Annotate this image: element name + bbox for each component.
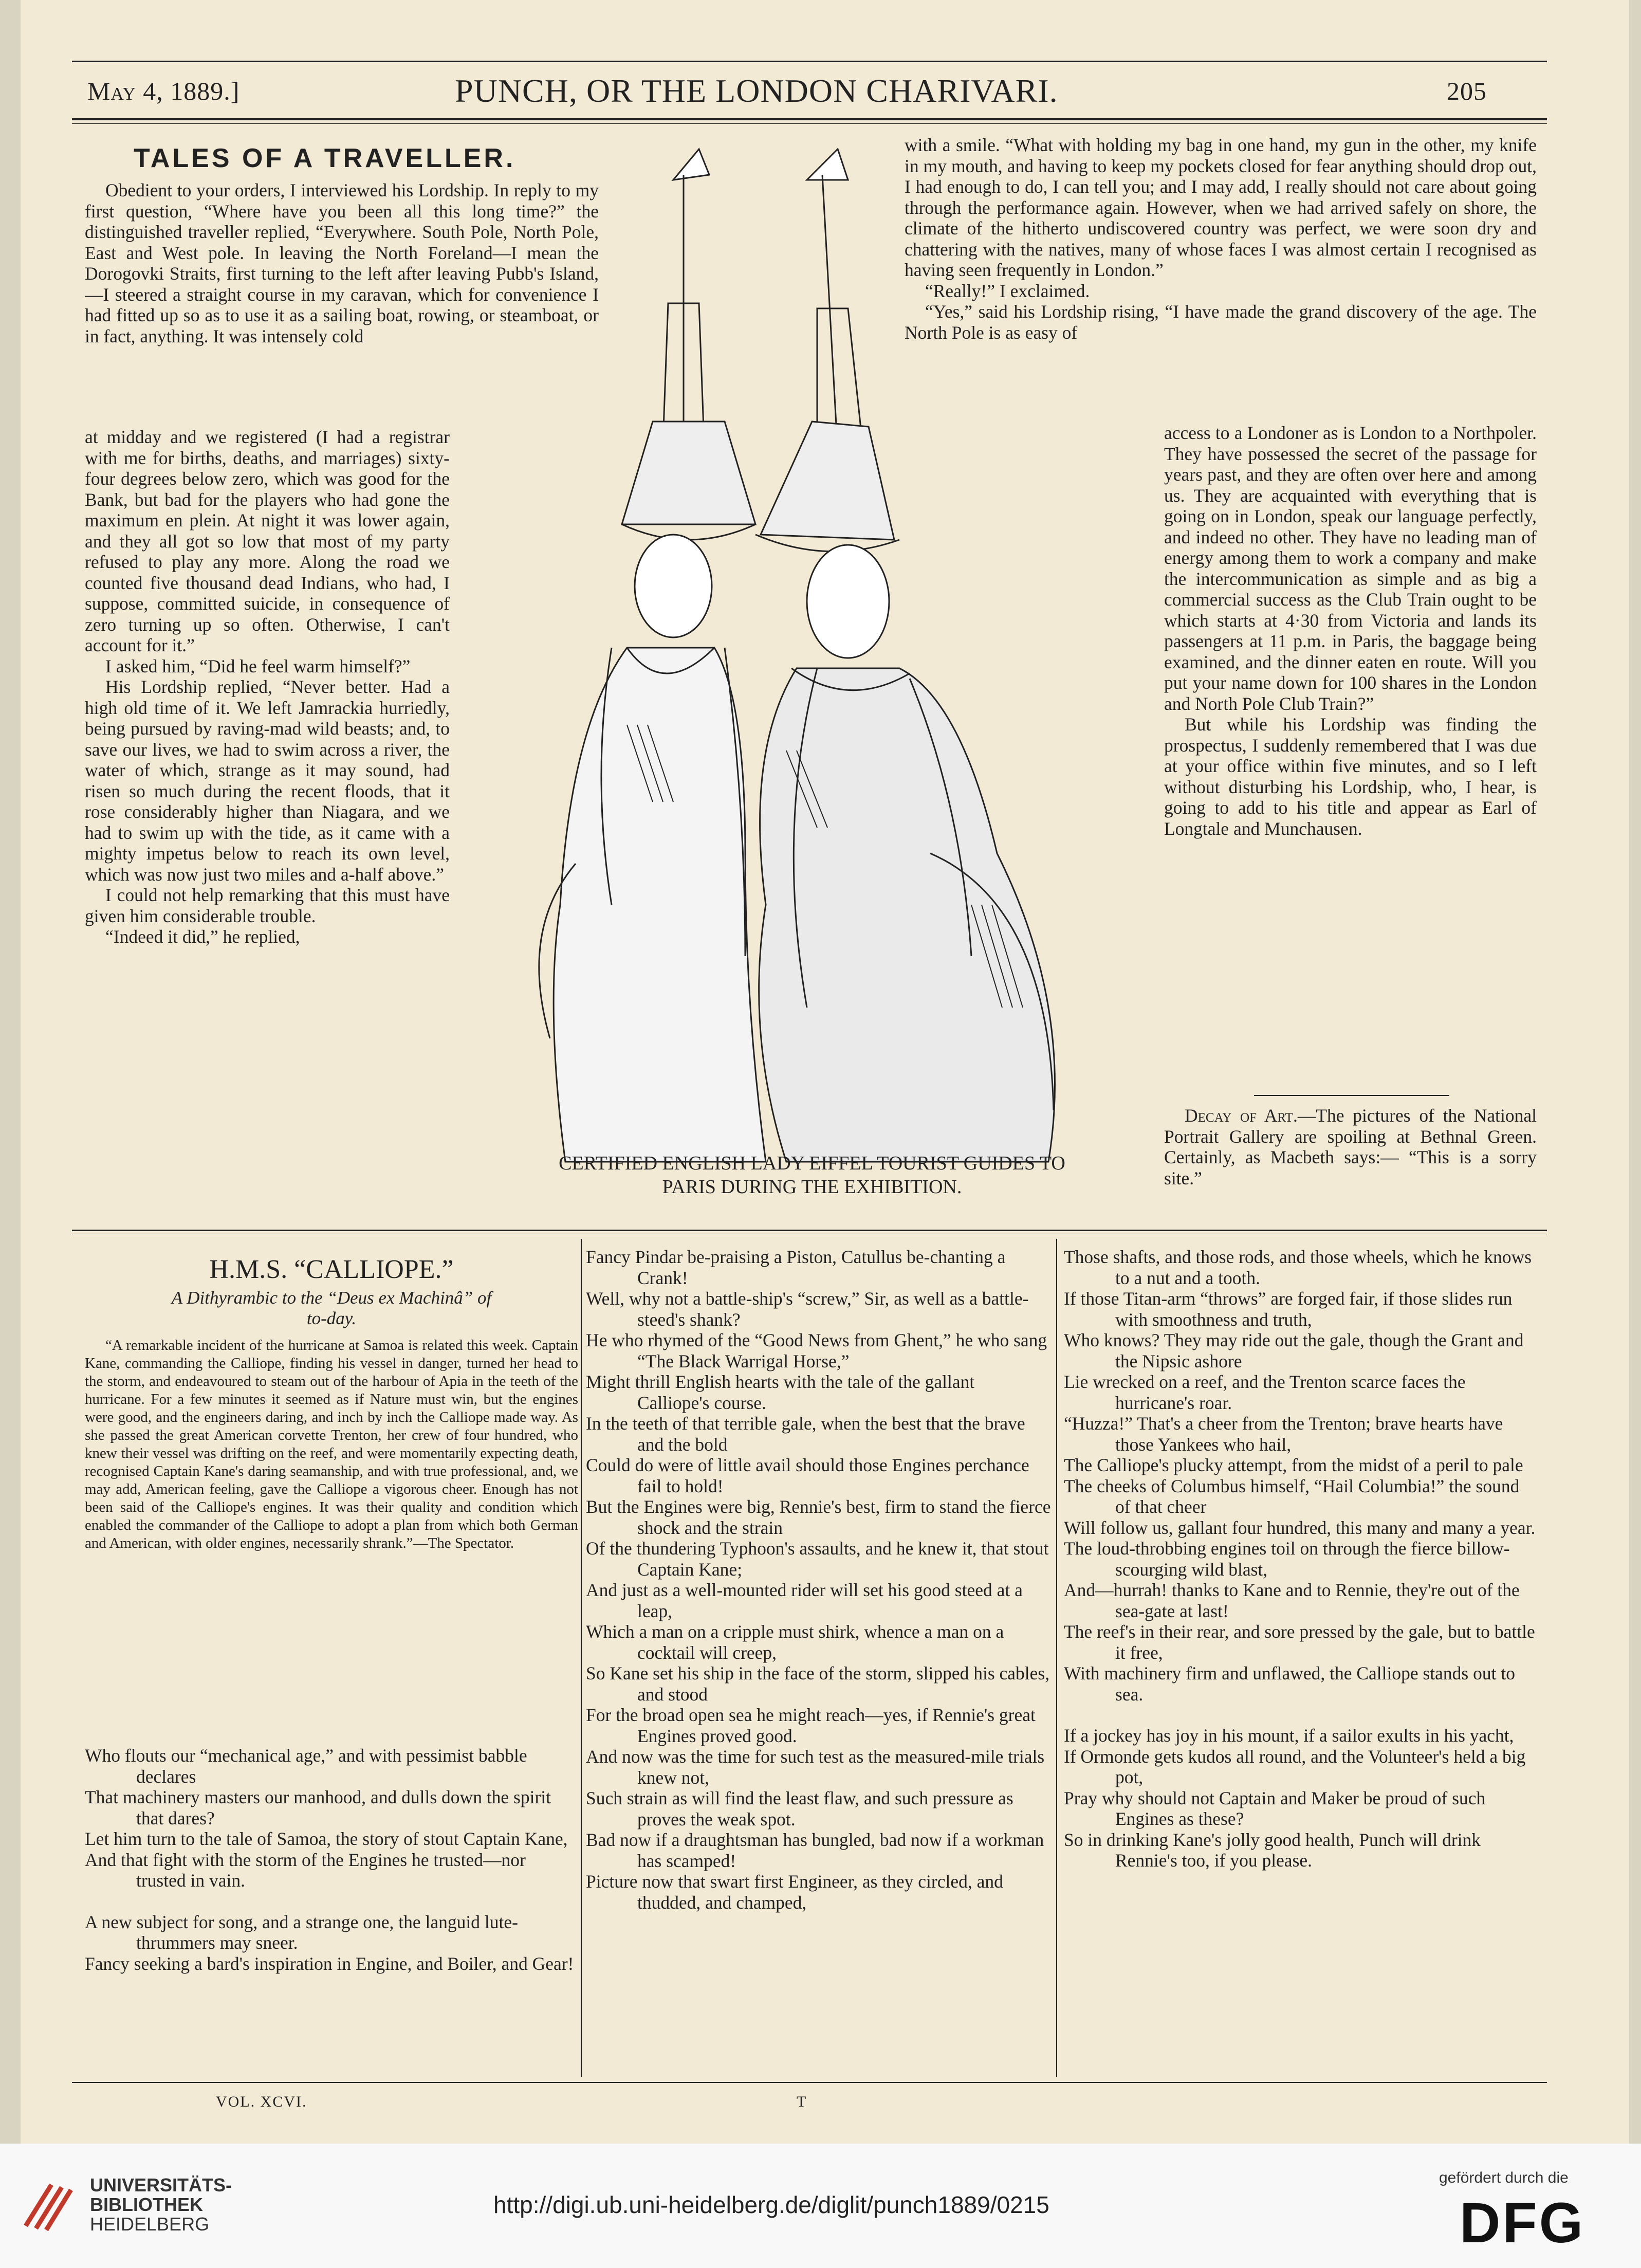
verse-line: He who rhymed of the “Good News from Ghent,” he who sang “The Black Warrigal Horse,”: [586, 1330, 1047, 1371]
mid-page-rule: [72, 1230, 1547, 1231]
illustration-caption: [478, 1151, 1146, 1199]
verse-line: Who knows? They may ride out the gale, though the Grant and the Nipsic ashore: [1064, 1330, 1524, 1371]
calliope-title: H.M.S. “CALLIOPE.”: [209, 1255, 454, 1284]
verse-line: That machinery masters our manhood, and dulls down the spirit that dares?: [85, 1787, 551, 1828]
verse-line: Will follow us, gallant four hundred, this many and many a year.: [1064, 1517, 1536, 1538]
verse-line: Fancy seeking a bard's inspiration in Engine, and Boiler, and Gear!: [85, 1953, 574, 1974]
tales-column-left: [85, 427, 450, 1234]
bottom-rule: [72, 2082, 1547, 2083]
verse-line: So in drinking Kane's jolly good health, Punch will drink Rennie's too, if you please.: [1064, 1829, 1481, 1871]
decay-text: —The pictures of the National Portrait Gallery are spoiling at Bethnal Green. Certainly, as Macbeth says:— “This is a sorry site.”: [1164, 1105, 1537, 1188]
decay-of-art-paragraph: [1164, 1105, 1537, 1218]
tales-paragraph: access to a Londoner as is London to a Northpoler. They have possessed the secret of the passage for years past, and they are often over here and among us. They are acquainted with everything that is going on in London, speak our language perfectly, and indeed no other. They have no leading man of energy among them to work a company and make the intercommunication as simple and as big a commercial success as the Club Train ought to be which starts at 4·30 from Victoria and lands its passengers at 11 p.m. in Paris, the baggage being examined, and the dinner eaten en route. Will you put your name down for 100 shares in the London and North Pole Club Train?”: [1164, 423, 1537, 714]
verse-line: If Ormonde gets kudos all round, and the Volunteer's held a big pot,: [1064, 1746, 1526, 1787]
header-top-rule: [72, 61, 1547, 62]
dfg-logo[interactable]: DFG: [1460, 2191, 1585, 2255]
verse-line: “Huzza!” That's a cheer from the Trenton; brave hearts have those Yankees who hail,: [1064, 1413, 1503, 1455]
tales-paragraph: But while his Lordship was finding the prospectus, I suddenly remembered that I was due at your office within five minutes, and so I left without disturbing his Lordship, who, I hear, is going to add to his title and appear as Earl of Longtale and Munchausen.: [1164, 714, 1537, 839]
tales-paragraph: His Lordship replied, “Never better. Had a high old time of it. We left Jamrackia hurriedly, being pursued by raving-mad wild beasts; and, to save our lives, we had to swim across a river, the water of which, strange as it may sound, had risen so much during the recent floods, that it rose considerably higher than Niagara, and we had to swim up with the tide, as it came with a mighty impetus below to reach its own level, which was now just two miles and a-half above.”: [85, 676, 450, 885]
verse-line: The cheeks of Columbus himself, “Hail Columbia!” the sound of that cheer: [1064, 1475, 1520, 1517]
header-bottom-rule: [72, 118, 1547, 120]
signature-mark: T: [797, 2093, 806, 2110]
verse-column-1: [85, 1745, 578, 2074]
library-name: [90, 2175, 232, 2234]
header-bottom-rule-thin: [72, 123, 1547, 124]
verse-column-2: [586, 1247, 1051, 2079]
column-divider: [1056, 1239, 1057, 2077]
verse-line: Who flouts our “mechanical age,” and with pessimist babble declares: [85, 1745, 527, 1787]
verse-column-3: [1064, 1247, 1537, 2079]
verse-line: And—hurrah! thanks to Kane and to Rennie, they're out of the sea-gate at last!: [1064, 1580, 1520, 1621]
verse-line: Fancy Pindar be-praising a Piston, Catullus be-chanting a Crank!: [586, 1247, 1006, 1288]
tales-column-right-top: [905, 135, 1537, 423]
tales-paragraph: “Indeed it did,” he replied,: [105, 926, 300, 947]
tales-paragraph: Obedient to your orders, I interviewed his Lordship. In reply to my first question, “Where have you been all this long time?” the distinguished traveller replied, “Everywhere. South Pole, North Pole, East and West pole. In leaving the North Foreland—I mean the Dorogovki Straits, first turning to the left after leaving Pubb's Island,—I steered a straight course in my caravan, which for convenience I had fitted up so as to use it as a sailing boat, rowing, or steamboat, or in fact, anything. It was intensely cold: [85, 180, 599, 346]
verse-line: Such strain as will find the least flaw, and such pressure as proves the weak spot.: [586, 1788, 1013, 1830]
verse-line: Of the thundering Typhoon's assaults, and he knew it, that stout Captain Kane;: [586, 1538, 1049, 1580]
verse-line: Which a man on a cripple must shirk, whence a man on a cocktail will creep,: [586, 1621, 1004, 1663]
tales-paragraph: at midday and we registered (I had a registrar with me for births, deaths, and marriages) sixty-four degrees below zero, which was good for the Bank, but bad for the players who had gone the maximum en plein. At night it was lower again, and they all got so low that most of my party refused to play any more. Along the road we counted five thousand dead Indians, who had, I suppose, committed suicide, in consequence of zero turning up so often. Otherwise, I can't account for it.”: [85, 427, 450, 655]
volume-label: VOL. XCVI.: [216, 2093, 307, 2110]
verse-line: Could do were of little avail should those Engines perchance fail to hold!: [586, 1455, 1029, 1496]
tales-paragraph: with a smile. “What with holding my bag in one hand, my gun in the other, my knife in my mouth, and having to keep my pockets closed for fear anything should drop out, I had enough to do, I can tell you; and I may add, I really should not care about going through the performance again. However, when we had arrived safely on shore, the climate of the hitherto undiscovered country was perfect, we were soon dry and chattering with the natives, many of whose faces I was almost certain I recognised as having seen frequently in London.”: [905, 135, 1537, 280]
document-url-link[interactable]: http://digi.ub.uni-heidelberg.de/diglit/punch1889/0215: [493, 2191, 1049, 2218]
verse-line: If a jockey has joy in his mount, if a sailor exults in his yacht,: [1064, 1725, 1514, 1746]
issue-date: May 4, 1889.]: [87, 77, 240, 105]
verse-line: The reef's in their rear, and sore pressed by the gale, but to battle it free,: [1064, 1621, 1535, 1663]
verse-line: And that fight with the storm of the Engines he trusted—nor trusted in vain.: [85, 1849, 526, 1891]
verse-line: Well, why not a battle-ship's “screw,” Sir, as well as a battle-steed's shank?: [586, 1288, 1029, 1330]
verse-line: Those shafts, and those rods, and those wheels, which he knows to a nut and a tooth.: [1064, 1247, 1532, 1288]
verse-line: But the Engines were big, Rennie's best, firm to stand the fierce shock and the strain: [586, 1496, 1051, 1538]
library-name-line-3: HEIDELBERG: [90, 2214, 210, 2235]
sponsor-text: gefördert durch die: [1439, 2169, 1569, 2186]
university-library-logo-icon[interactable]: [15, 2174, 77, 2236]
verse-line: With machinery firm and unflawed, the Calliope stands out to sea.: [1064, 1663, 1515, 1705]
verse-line: If those Titan-arm “throws” are forged fair, if those slides run with smoothness and truth,: [1064, 1288, 1513, 1330]
tales-paragraph: I could not help remarking that this must have given him considerable trouble.: [85, 885, 450, 926]
verse-line: Let him turn to the tale of Samoa, the story of stout Captain Kane,: [85, 1828, 568, 1849]
verse-line: Lie wrecked on a reef, and the Trenton scarce faces the hurricane's roar.: [1064, 1371, 1466, 1413]
verse-line: The Calliope's plucky attempt, from the midst of a peril to pale: [1064, 1455, 1523, 1475]
verse-line: And just as a well-mounted rider will set his good steed at a leap,: [586, 1580, 1023, 1621]
verse-line: A new subject for song, and a strange one, the languid lute-thrummers may sneer.: [85, 1911, 518, 1953]
quote-text: “A remarkable incident of the hurricane at Samoa is related this week. Captain Kane, commanding the Calliope, finding his vessel in danger, turned her head to the storm, and endeavoured to steam out of the harbour of Apia in the teeth of the hurricane. For a few minutes it seemed as if Nature must win, but the engines were good, and the engineers daring, and inch by inch the Calliope made way. As she passed the great American corvette Trenton, her crew of four hundred, who knew their vessel was drifting on the reef, and were momentarily expecting death, recognised Captain Kane's daring seamanship, and with true professional, and, we may add, American feeling, gave the Calliope a vigorous cheer. Enough has not been said of the Calliope's engines. It was their quality and condition which enabled the commander of the Calliope to adopt a plan from which both German and American, with older engines, necessarily shrank.”—The Spectator.: [85, 1337, 578, 1551]
verse-line: For the broad open sea he might reach—yes, if Rennie's great Engines proved good.: [586, 1705, 1036, 1746]
newspaper-page: [21, 0, 1629, 2144]
verse-line: And now was the time for such test as the measured-mile trials knew not,: [586, 1746, 1045, 1788]
calliope-quote: [85, 1337, 578, 1745]
verse-line: Bad now if a draughtsman has bungled, bad now if a workman has scamped!: [586, 1830, 1044, 1871]
tales-paragraph: “Really!” I exclaimed.: [925, 280, 1090, 301]
section-divider: [1254, 1095, 1449, 1096]
caption-line-2: PARIS DURING THE EXHIBITION.: [662, 1176, 962, 1198]
decay-lead: Decay of Art.: [1185, 1105, 1298, 1126]
page-number: 205: [1447, 77, 1487, 105]
column-divider: [581, 1239, 582, 2077]
tales-column-right: [1164, 423, 1537, 1081]
verse-line: Picture now that swart first Engineer, as they circled, and thudded, and champed,: [586, 1871, 1003, 1913]
verse-line: In the teeth of that terrible gale, when the best that the brave and the bold: [586, 1413, 1025, 1455]
verse-line: Pray why should not Captain and Maker be proud of such Engines as these?: [1064, 1787, 1486, 1829]
calliope-subtitle: [85, 1288, 578, 1329]
library-name-line-1: UNIVERSITÄTS-: [90, 2174, 232, 2196]
verse-line: The loud-throbbing engines toil on through the fierce billow-scourging wild blast,: [1064, 1538, 1510, 1580]
tales-heading: TALES OF A TRAVELLER.: [134, 143, 516, 173]
library-name-line-2: BIBLIOTHEK: [90, 2194, 203, 2215]
verse-line: Might thrill English hearts with the tale of the gallant Calliope's course.: [586, 1371, 975, 1413]
subtitle-line-1: A Dithyrambic to the “Deus ex Machinâ” of: [171, 1288, 492, 1308]
verse-line: So Kane set his ship in the face of the storm, slipped his cables, and stood: [586, 1663, 1050, 1705]
library-footer: [0, 2144, 1641, 2268]
caption-line-1: CERTIFIED ENGLISH LADY EIFFEL TOURIST GUIDES TO: [559, 1153, 1065, 1174]
subtitle-line-2: to-day.: [306, 1308, 357, 1328]
tales-paragraph: I asked him, “Did he feel warm himself?”: [105, 655, 411, 676]
masthead-title: PUNCH, OR THE LONDON CHARIVARI.: [455, 72, 1058, 109]
tales-paragraph: “Yes,” said his Lordship rising, “I have made the grand discovery of the age. The North Pole is as easy of: [905, 301, 1537, 343]
